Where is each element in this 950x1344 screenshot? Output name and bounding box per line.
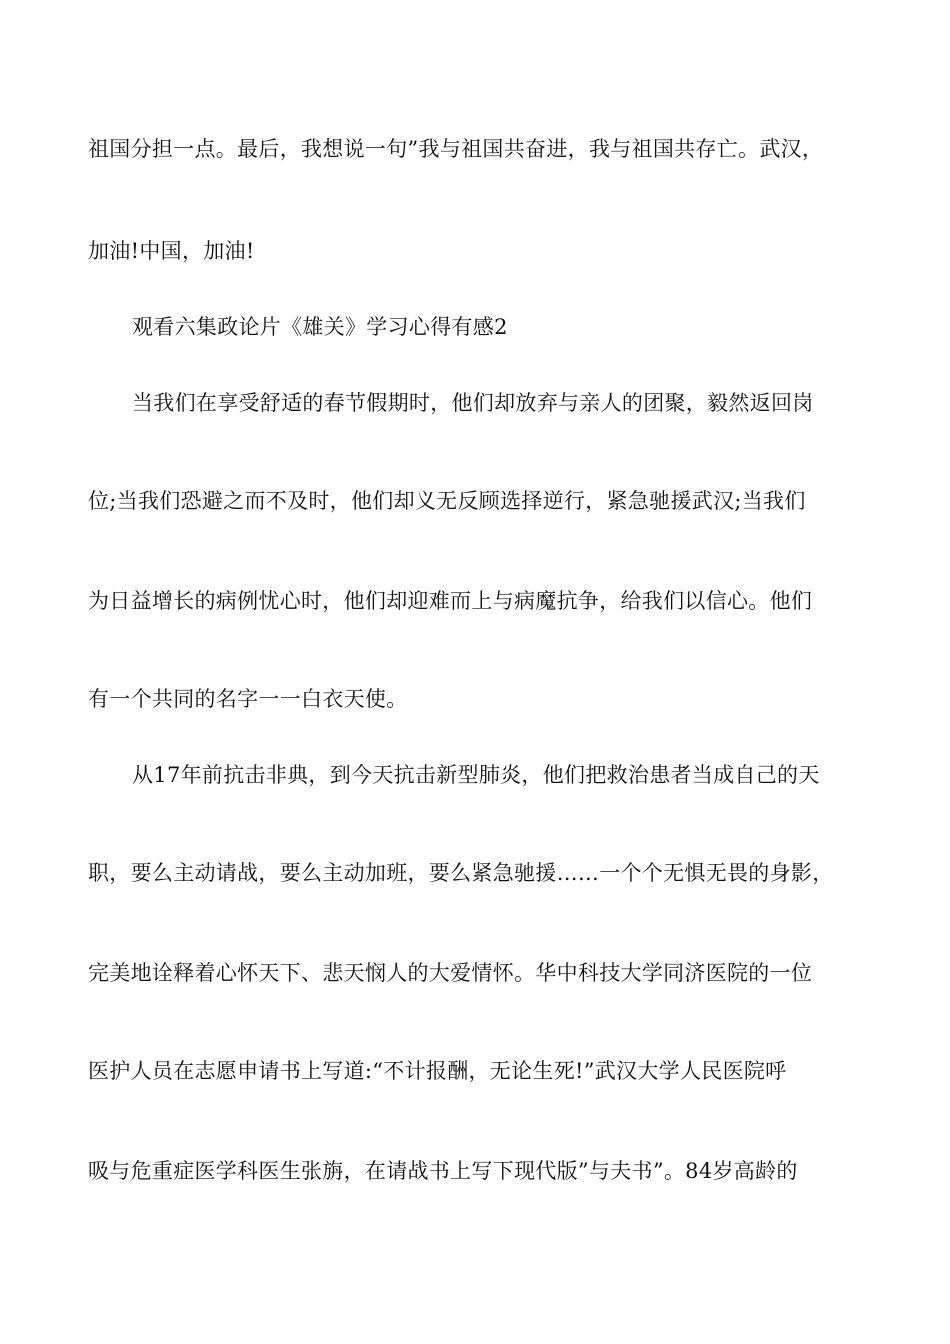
text-line-4: 当我们在享受舒适的春节假期时，他们却放弃与亲人的团聚，毅然返回岗 [132, 391, 814, 415]
text-line-2: 加油!中国，加油! [88, 239, 255, 263]
text-line-1: 祖国分担一点。最后，我想说一句”我与祖国共奋进，我与祖国共存亡。武汉， [88, 137, 824, 161]
text-line-6: 为日益增长的病例忧心时，他们却迎难而上与病魔抗争，给我们以信心。他们 [88, 589, 813, 613]
text-line-11: 医护人员在志愿申请书上写道:“不计报酬，无论生死!”武汉大学人民医院呼 [88, 1059, 787, 1083]
text-line-5: 位;当我们恐避之而不及时，他们却义无反顾选择逆行，紧急驰援武汉;当我们 [88, 489, 806, 513]
text-line-10: 完美地诠释着心怀天下、悲天悯人的大爱情怀。华中科技大学同济医院的一位 [88, 961, 813, 985]
text-line-8: 从17年前抗击非典，到今天抗击新型肺炎，他们把救治患者当成自己的天 [132, 763, 820, 787]
section-title: 观看六集政论片《雄关》学习心得有感2 [132, 315, 508, 339]
text-line-9: 职，要么主动请战，要么主动加班，要么紧急驰援……一个个无惧无畏的身影， [88, 861, 834, 885]
text-line-12: 吸与危重症医学科医生张旃，在请战书上写下现代版”与夫书”。84岁高龄的 [88, 1159, 798, 1183]
text-line-7: 有一个共同的名字一一白衣天使。 [88, 687, 408, 711]
